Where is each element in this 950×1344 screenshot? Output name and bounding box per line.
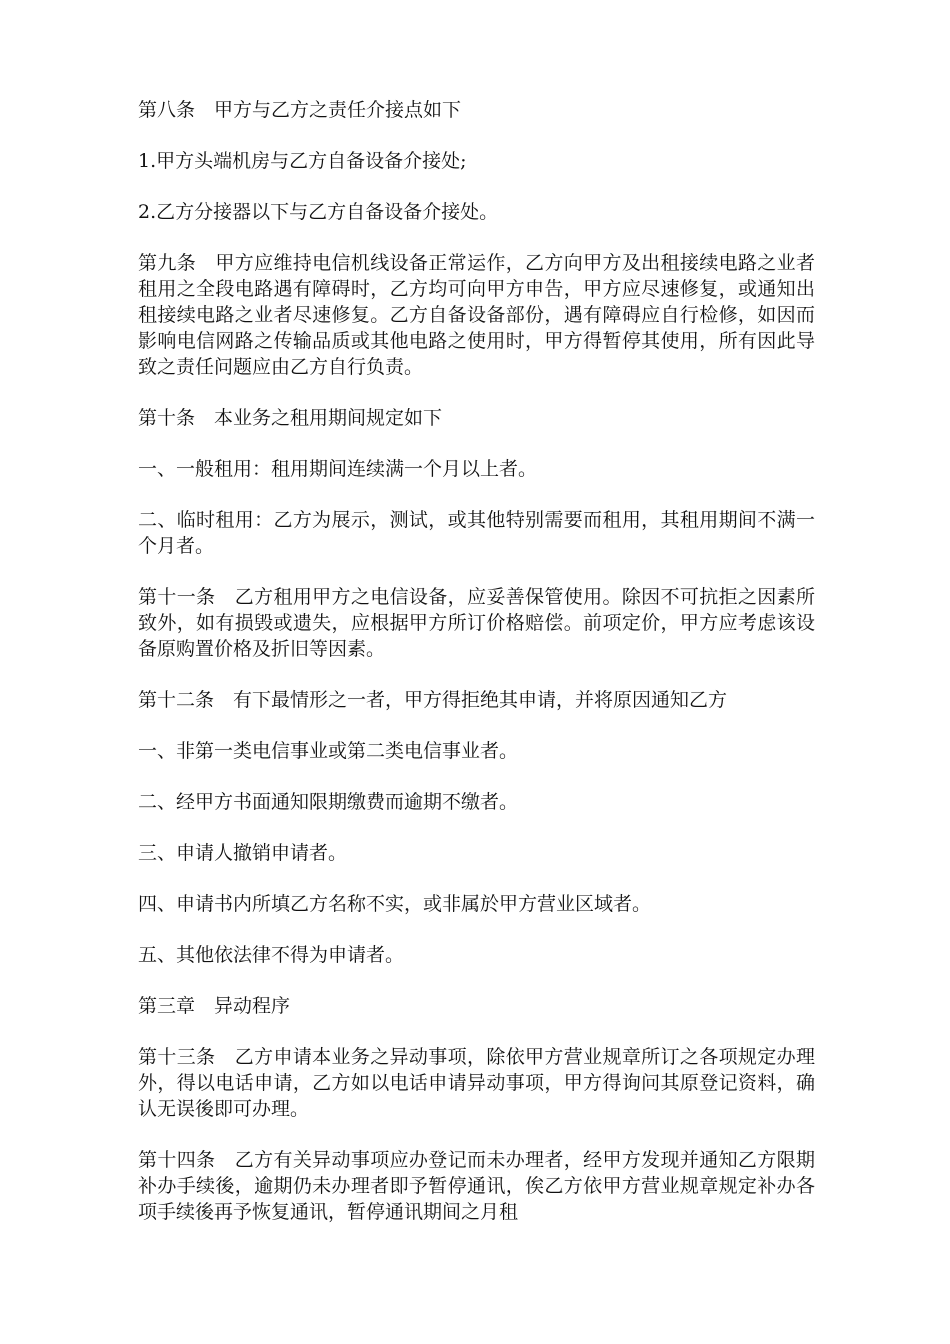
article-12-item-3: 三、申请人撤销申请者。 xyxy=(138,842,348,864)
article-11-paragraph: 第十一条 乙方租用甲方之电信设备，应妥善保管使用。除因不可抗拒之因素所致外，如有损毁或遗失，应根据甲方所订价格赔偿。前项定价，甲方应考虑该设备原购置价格及折旧等因素。 xyxy=(138,586,815,660)
article-10-heading: 第十条 本业务之租用期间规定如下 xyxy=(138,407,443,429)
article-8-item-2: 2.乙方分接器以下与乙方自备设备介接处。 xyxy=(138,201,499,223)
article-13-paragraph: 第十三条 乙方申请本业务之异动事项，除依甲方营业规章所订之各项规定办理外，得以电话申请，乙方如以电话申请异动事项，甲方得询问其原登记资料，确认无误後即可办理。 xyxy=(138,1046,815,1120)
article-10-item-1: 一、一般租用：租用期间连续满一个月以上者。 xyxy=(138,458,538,480)
article-10-item-2: 二、临时租用：乙方为展示，测试，或其他特别需要而租用，其租用期间不满一个月者。 xyxy=(138,509,815,557)
article-12-item-2: 二、经甲方书面通知限期缴费而逾期不缴者。 xyxy=(138,791,519,813)
article-12-item-1: 一、非第一类电信事业或第二类电信事业者。 xyxy=(138,740,519,762)
article-12-item-4: 四、申请书内所填乙方名称不实，或非属於甲方营业区域者。 xyxy=(138,893,652,915)
chapter-3-heading: 第三章 异动程序 xyxy=(138,995,291,1017)
article-12-item-5: 五、其他依法律不得为申请者。 xyxy=(138,944,405,966)
article-12-heading: 第十二条 有下最情形之一者，甲方得拒绝其申请，并将原因通知乙方 xyxy=(138,689,728,711)
article-9-paragraph: 第九条 甲方应维持电信机线设备正常运作，乙方向甲方及出租接续电路之业者租用之全段电路遇有障碍时，乙方均可向甲方申告，甲方应尽速修复，或通知出租接续电路之业者尽速修复。乙方自备设备部份，遇有障碍应自行检修，如因而影响电信网路之传输品质或其他电路之使用时，甲方得暂停其使用，所有因此导致之责任问题应由乙方自行负责。 xyxy=(138,252,815,378)
article-8-heading: 第八条 甲方与乙方之责任介接点如下 xyxy=(138,99,462,121)
document-body xyxy=(138,97,815,1250)
article-14-paragraph: 第十四条 乙方有关异动事项应办登记而未办理者，经甲方发现并通知乙方限期补办手续後，逾期仍未办理者即予暂停通讯，俟乙方依甲方营业规章规定补办各项手续後再予恢复通讯，暂停通讯期间之月租 xyxy=(138,1149,815,1223)
article-8-item-1: 1.甲方头端机房与乙方自备设备介接处; xyxy=(138,150,467,172)
